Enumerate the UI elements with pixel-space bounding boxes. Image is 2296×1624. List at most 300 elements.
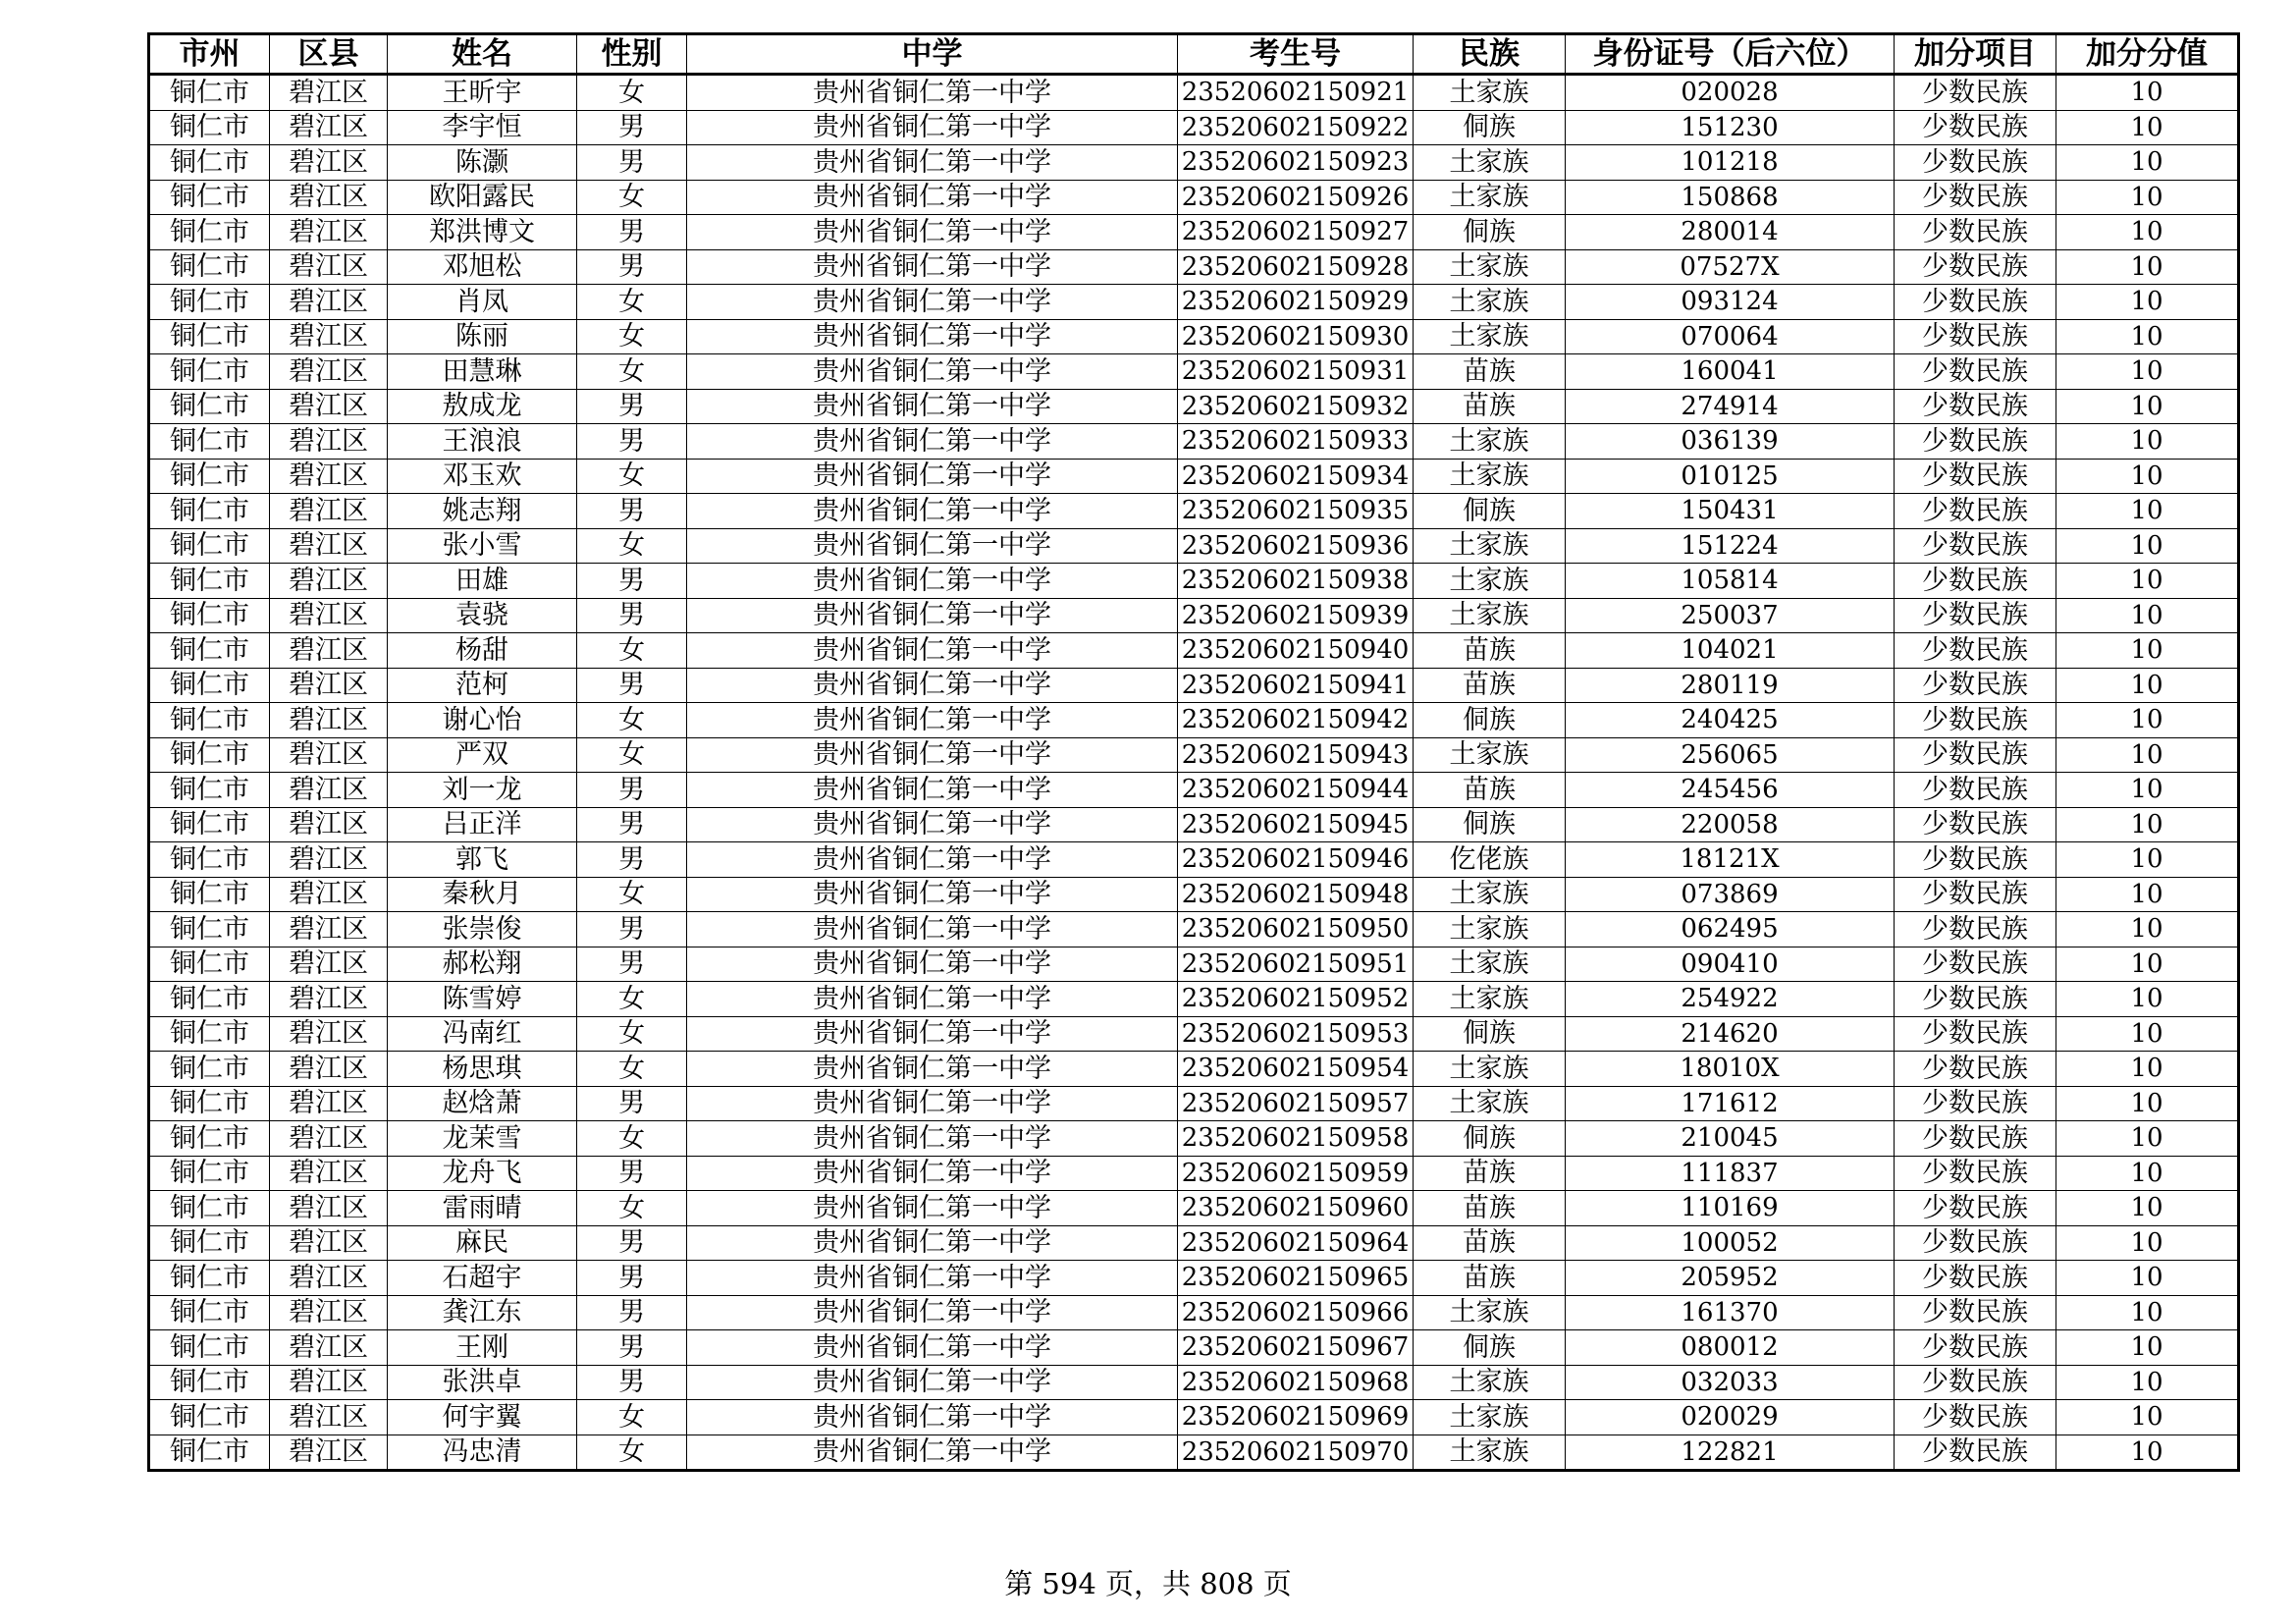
cell-district: 碧江区	[270, 737, 388, 773]
cell-gender: 女	[577, 1435, 687, 1471]
cell-name: 龙茉雪	[388, 1121, 577, 1157]
cell-ethnicity: 土家族	[1414, 947, 1566, 982]
table-row	[149, 389, 2239, 424]
cell-id-last-six: 214620	[1566, 1016, 1895, 1052]
cell-bonus-points: 10	[2056, 1295, 2239, 1330]
cell-name: 肖凤	[388, 285, 577, 320]
cell-district: 碧江区	[270, 180, 388, 215]
cell-school: 贵州省铜仁第一中学	[687, 285, 1178, 320]
cell-bonus-item: 少数民族	[1895, 1086, 2056, 1121]
cell-id-last-six: 062495	[1566, 912, 1895, 947]
cell-id-last-six: 210045	[1566, 1121, 1895, 1157]
table-row	[149, 633, 2239, 669]
cell-school: 贵州省铜仁第一中学	[687, 1191, 1178, 1226]
cell-bonus-item: 少数民族	[1895, 947, 2056, 982]
cell-ethnicity: 土家族	[1414, 598, 1566, 633]
cell-name: 郑洪博文	[388, 215, 577, 250]
cell-city: 铜仁市	[149, 1225, 270, 1261]
cell-bonus-item: 少数民族	[1895, 1435, 2056, 1471]
cell-exam-number: 23520602150958	[1178, 1121, 1414, 1157]
cell-school: 贵州省铜仁第一中学	[687, 1225, 1178, 1261]
table-row	[149, 180, 2239, 215]
cell-exam-number: 23520602150934	[1178, 459, 1414, 494]
cell-bonus-points: 10	[2056, 319, 2239, 354]
cell-gender: 女	[577, 737, 687, 773]
cell-ethnicity: 苗族	[1414, 389, 1566, 424]
cell-city: 铜仁市	[149, 1295, 270, 1330]
table-row	[149, 494, 2239, 529]
cell-name: 冯南红	[388, 1016, 577, 1052]
cell-city: 铜仁市	[149, 354, 270, 390]
cell-exam-number: 23520602150969	[1178, 1400, 1414, 1435]
cell-bonus-points: 10	[2056, 1052, 2239, 1087]
cell-bonus-points: 10	[2056, 249, 2239, 285]
cell-bonus-points: 10	[2056, 75, 2239, 111]
table-row	[149, 354, 2239, 390]
cell-exam-number: 23520602150942	[1178, 703, 1414, 738]
cell-name: 王昕宇	[388, 75, 577, 111]
cell-exam-number: 23520602150970	[1178, 1435, 1414, 1471]
cell-gender: 女	[577, 75, 687, 111]
cell-gender: 男	[577, 1330, 687, 1366]
cell-exam-number: 23520602150932	[1178, 389, 1414, 424]
cell-city: 铜仁市	[149, 598, 270, 633]
cell-city: 铜仁市	[149, 1052, 270, 1087]
cell-name: 麻民	[388, 1225, 577, 1261]
cell-ethnicity: 苗族	[1414, 1225, 1566, 1261]
cell-gender: 男	[577, 1156, 687, 1191]
cell-school: 贵州省铜仁第一中学	[687, 564, 1178, 599]
cell-ethnicity: 侗族	[1414, 703, 1566, 738]
cell-bonus-points: 10	[2056, 877, 2239, 912]
table-row	[149, 110, 2239, 145]
cell-name: 王刚	[388, 1330, 577, 1366]
cell-city: 铜仁市	[149, 668, 270, 703]
cell-bonus-points: 10	[2056, 1435, 2239, 1471]
cell-ethnicity: 侗族	[1414, 494, 1566, 529]
cell-id-last-six: 171612	[1566, 1086, 1895, 1121]
cell-id-last-six: 032033	[1566, 1365, 1895, 1400]
cell-id-last-six: 07527X	[1566, 249, 1895, 285]
cell-bonus-points: 10	[2056, 459, 2239, 494]
cell-bonus-item: 少数民族	[1895, 459, 2056, 494]
cell-exam-number: 23520602150965	[1178, 1261, 1414, 1296]
cell-id-last-six: 151230	[1566, 110, 1895, 145]
cell-bonus-item: 少数民族	[1895, 145, 2056, 181]
cell-ethnicity: 土家族	[1414, 459, 1566, 494]
table-row	[149, 1191, 2239, 1226]
cell-school: 贵州省铜仁第一中学	[687, 1086, 1178, 1121]
cell-name: 吕正洋	[388, 807, 577, 842]
table-row	[149, 1261, 2239, 1296]
cell-exam-number: 23520602150954	[1178, 1052, 1414, 1087]
cell-exam-number: 23520602150929	[1178, 285, 1414, 320]
cell-ethnicity: 土家族	[1414, 1400, 1566, 1435]
cell-gender: 男	[577, 598, 687, 633]
cell-ethnicity: 苗族	[1414, 773, 1566, 808]
cell-gender: 女	[577, 285, 687, 320]
cell-name: 李宇恒	[388, 110, 577, 145]
cell-bonus-points: 10	[2056, 982, 2239, 1017]
cell-bonus-item: 少数民族	[1895, 494, 2056, 529]
cell-bonus-item: 少数民族	[1895, 180, 2056, 215]
cell-district: 碧江区	[270, 285, 388, 320]
cell-bonus-points: 10	[2056, 145, 2239, 181]
cell-id-last-six: 274914	[1566, 389, 1895, 424]
cell-bonus-item: 少数民族	[1895, 912, 2056, 947]
cell-school: 贵州省铜仁第一中学	[687, 1330, 1178, 1366]
cell-district: 碧江区	[270, 1086, 388, 1121]
cell-ethnicity: 土家族	[1414, 285, 1566, 320]
cell-gender: 男	[577, 110, 687, 145]
cell-id-last-six: 093124	[1566, 285, 1895, 320]
cell-city: 铜仁市	[149, 459, 270, 494]
cell-gender: 女	[577, 982, 687, 1017]
cell-bonus-item: 少数民族	[1895, 982, 2056, 1017]
cell-id-last-six: 080012	[1566, 1330, 1895, 1366]
cell-ethnicity: 苗族	[1414, 1191, 1566, 1226]
cell-name: 邓玉欢	[388, 459, 577, 494]
cell-city: 铜仁市	[149, 982, 270, 1017]
cell-ethnicity: 侗族	[1414, 807, 1566, 842]
cell-city: 铜仁市	[149, 285, 270, 320]
cell-id-last-six: 151224	[1566, 528, 1895, 564]
cell-city: 铜仁市	[149, 564, 270, 599]
header-id-last-six: 身份证号（后六位）	[1566, 34, 1895, 75]
cell-ethnicity: 土家族	[1414, 912, 1566, 947]
cell-gender: 男	[577, 389, 687, 424]
cell-name: 杨甜	[388, 633, 577, 669]
cell-district: 碧江区	[270, 807, 388, 842]
table-row	[149, 807, 2239, 842]
cell-school: 贵州省铜仁第一中学	[687, 703, 1178, 738]
cell-district: 碧江区	[270, 1121, 388, 1157]
cell-name: 范柯	[388, 668, 577, 703]
cell-ethnicity: 苗族	[1414, 1261, 1566, 1296]
cell-district: 碧江区	[270, 354, 388, 390]
cell-bonus-item: 少数民族	[1895, 1052, 2056, 1087]
cell-id-last-six: 105814	[1566, 564, 1895, 599]
table-row	[149, 424, 2239, 460]
cell-city: 铜仁市	[149, 1261, 270, 1296]
cell-city: 铜仁市	[149, 145, 270, 181]
cell-bonus-points: 10	[2056, 285, 2239, 320]
cell-ethnicity: 土家族	[1414, 1365, 1566, 1400]
cell-exam-number: 23520602150941	[1178, 668, 1414, 703]
cell-city: 铜仁市	[149, 424, 270, 460]
cell-exam-number: 23520602150959	[1178, 1156, 1414, 1191]
cell-city: 铜仁市	[149, 215, 270, 250]
cell-ethnicity: 侗族	[1414, 1121, 1566, 1157]
cell-bonus-item: 少数民族	[1895, 1156, 2056, 1191]
cell-gender: 男	[577, 1225, 687, 1261]
cell-school: 贵州省铜仁第一中学	[687, 877, 1178, 912]
cell-gender: 女	[577, 180, 687, 215]
cell-district: 碧江区	[270, 1330, 388, 1366]
cell-gender: 男	[577, 842, 687, 878]
cell-bonus-item: 少数民族	[1895, 1365, 2056, 1400]
cell-name: 石超宇	[388, 1261, 577, 1296]
cell-ethnicity: 侗族	[1414, 215, 1566, 250]
cell-gender: 男	[577, 1295, 687, 1330]
cell-gender: 女	[577, 319, 687, 354]
cell-name: 陈灏	[388, 145, 577, 181]
cell-bonus-points: 10	[2056, 1225, 2239, 1261]
cell-school: 贵州省铜仁第一中学	[687, 1261, 1178, 1296]
cell-city: 铜仁市	[149, 75, 270, 111]
cell-district: 碧江区	[270, 249, 388, 285]
cell-ethnicity: 土家族	[1414, 424, 1566, 460]
cell-school: 贵州省铜仁第一中学	[687, 807, 1178, 842]
cell-id-last-six: 205952	[1566, 1261, 1895, 1296]
cell-exam-number: 23520602150933	[1178, 424, 1414, 460]
cell-gender: 男	[577, 947, 687, 982]
cell-bonus-points: 10	[2056, 528, 2239, 564]
cell-school: 贵州省铜仁第一中学	[687, 424, 1178, 460]
cell-bonus-points: 10	[2056, 1365, 2239, 1400]
cell-city: 铜仁市	[149, 633, 270, 669]
cell-district: 碧江区	[270, 494, 388, 529]
cell-bonus-item: 少数民族	[1895, 249, 2056, 285]
cell-school: 贵州省铜仁第一中学	[687, 319, 1178, 354]
header-bonus-item: 加分项目	[1895, 34, 2056, 75]
cell-district: 碧江区	[270, 319, 388, 354]
cell-exam-number: 23520602150939	[1178, 598, 1414, 633]
cell-gender: 女	[577, 703, 687, 738]
cell-ethnicity: 苗族	[1414, 633, 1566, 669]
cell-city: 铜仁市	[149, 1435, 270, 1471]
cell-exam-number: 23520602150953	[1178, 1016, 1414, 1052]
cell-name: 张崇俊	[388, 912, 577, 947]
cell-bonus-item: 少数民族	[1895, 1121, 2056, 1157]
cell-ethnicity: 苗族	[1414, 1156, 1566, 1191]
cell-district: 碧江区	[270, 110, 388, 145]
cell-bonus-item: 少数民族	[1895, 668, 2056, 703]
cell-name: 敖成龙	[388, 389, 577, 424]
cell-exam-number: 23520602150957	[1178, 1086, 1414, 1121]
table-body	[149, 75, 2239, 1471]
cell-name: 邓旭松	[388, 249, 577, 285]
cell-name: 郝松翔	[388, 947, 577, 982]
table-row	[149, 982, 2239, 1017]
cell-ethnicity: 土家族	[1414, 1295, 1566, 1330]
cell-ethnicity: 侗族	[1414, 1016, 1566, 1052]
cell-bonus-item: 少数民族	[1895, 1225, 2056, 1261]
cell-name: 杨思琪	[388, 1052, 577, 1087]
table-row	[149, 1052, 2239, 1087]
cell-exam-number: 23520602150950	[1178, 912, 1414, 947]
cell-city: 铜仁市	[149, 1330, 270, 1366]
cell-id-last-six: 111837	[1566, 1156, 1895, 1191]
cell-ethnicity: 侗族	[1414, 110, 1566, 145]
cell-city: 铜仁市	[149, 807, 270, 842]
cell-id-last-six: 020029	[1566, 1400, 1895, 1435]
table-row	[149, 1156, 2239, 1191]
cell-gender: 男	[577, 668, 687, 703]
cell-city: 铜仁市	[149, 110, 270, 145]
cell-exam-number: 23520602150952	[1178, 982, 1414, 1017]
cell-city: 铜仁市	[149, 1086, 270, 1121]
table-row	[149, 285, 2239, 320]
cell-id-last-six: 245456	[1566, 773, 1895, 808]
cell-ethnicity: 土家族	[1414, 564, 1566, 599]
cell-id-last-six: 150431	[1566, 494, 1895, 529]
cell-bonus-item: 少数民族	[1895, 424, 2056, 460]
cell-bonus-points: 10	[2056, 180, 2239, 215]
cell-bonus-points: 10	[2056, 668, 2239, 703]
cell-district: 碧江区	[270, 842, 388, 878]
cell-bonus-item: 少数民族	[1895, 703, 2056, 738]
header-district: 区县	[270, 34, 388, 75]
cell-id-last-six: 240425	[1566, 703, 1895, 738]
cell-district: 碧江区	[270, 877, 388, 912]
cell-district: 碧江区	[270, 1052, 388, 1087]
cell-exam-number: 23520602150946	[1178, 842, 1414, 878]
cell-bonus-item: 少数民族	[1895, 1330, 2056, 1366]
cell-school: 贵州省铜仁第一中学	[687, 528, 1178, 564]
cell-bonus-points: 10	[2056, 703, 2239, 738]
cell-school: 贵州省铜仁第一中学	[687, 1156, 1178, 1191]
cell-school: 贵州省铜仁第一中学	[687, 1121, 1178, 1157]
cell-district: 碧江区	[270, 773, 388, 808]
cell-district: 碧江区	[270, 1295, 388, 1330]
cell-id-last-six: 073869	[1566, 877, 1895, 912]
cell-gender: 男	[577, 249, 687, 285]
cell-gender: 女	[577, 354, 687, 390]
cell-school: 贵州省铜仁第一中学	[687, 145, 1178, 181]
cell-bonus-item: 少数民族	[1895, 285, 2056, 320]
cell-school: 贵州省铜仁第一中学	[687, 215, 1178, 250]
cell-exam-number: 23520602150964	[1178, 1225, 1414, 1261]
cell-exam-number: 23520602150960	[1178, 1191, 1414, 1226]
cell-district: 碧江区	[270, 598, 388, 633]
cell-name: 冯忠清	[388, 1435, 577, 1471]
table-row	[149, 1330, 2239, 1366]
cell-district: 碧江区	[270, 1225, 388, 1261]
cell-bonus-item: 少数民族	[1895, 737, 2056, 773]
cell-bonus-points: 10	[2056, 1330, 2239, 1366]
cell-bonus-item: 少数民族	[1895, 598, 2056, 633]
table-row	[149, 1365, 2239, 1400]
cell-exam-number: 23520602150968	[1178, 1365, 1414, 1400]
cell-district: 碧江区	[270, 564, 388, 599]
cell-id-last-six: 18010X	[1566, 1052, 1895, 1087]
cell-exam-number: 23520602150948	[1178, 877, 1414, 912]
cell-gender: 男	[577, 215, 687, 250]
cell-exam-number: 23520602150922	[1178, 110, 1414, 145]
header-name: 姓名	[388, 34, 577, 75]
cell-district: 碧江区	[270, 1435, 388, 1471]
cell-bonus-item: 少数民族	[1895, 319, 2056, 354]
cell-ethnicity: 土家族	[1414, 249, 1566, 285]
cell-city: 铜仁市	[149, 1365, 270, 1400]
cell-bonus-points: 10	[2056, 1086, 2239, 1121]
cell-id-last-six: 150868	[1566, 180, 1895, 215]
cell-district: 碧江区	[270, 1156, 388, 1191]
cell-bonus-item: 少数民族	[1895, 842, 2056, 878]
cell-exam-number: 23520602150944	[1178, 773, 1414, 808]
cell-gender: 男	[577, 807, 687, 842]
cell-school: 贵州省铜仁第一中学	[687, 737, 1178, 773]
table-row	[149, 528, 2239, 564]
cell-city: 铜仁市	[149, 1191, 270, 1226]
table-row	[149, 564, 2239, 599]
table-row	[149, 319, 2239, 354]
table-row	[149, 1016, 2239, 1052]
cell-gender: 女	[577, 1191, 687, 1226]
cell-exam-number: 23520602150943	[1178, 737, 1414, 773]
cell-school: 贵州省铜仁第一中学	[687, 668, 1178, 703]
table-row	[149, 215, 2239, 250]
cell-gender: 女	[577, 633, 687, 669]
cell-district: 碧江区	[270, 459, 388, 494]
header-ethnicity: 民族	[1414, 34, 1566, 75]
cell-bonus-item: 少数民族	[1895, 215, 2056, 250]
cell-id-last-six: 101218	[1566, 145, 1895, 181]
cell-bonus-points: 10	[2056, 424, 2239, 460]
cell-gender: 男	[577, 773, 687, 808]
cell-district: 碧江区	[270, 1016, 388, 1052]
cell-id-last-six: 254922	[1566, 982, 1895, 1017]
cell-ethnicity: 苗族	[1414, 668, 1566, 703]
cell-district: 碧江区	[270, 215, 388, 250]
cell-bonus-points: 10	[2056, 633, 2239, 669]
cell-exam-number: 23520602150938	[1178, 564, 1414, 599]
cell-bonus-item: 少数民族	[1895, 528, 2056, 564]
cell-district: 碧江区	[270, 389, 388, 424]
cell-name: 姚志翔	[388, 494, 577, 529]
cell-school: 贵州省铜仁第一中学	[687, 1016, 1178, 1052]
cell-school: 贵州省铜仁第一中学	[687, 110, 1178, 145]
cell-ethnicity: 土家族	[1414, 319, 1566, 354]
cell-district: 碧江区	[270, 982, 388, 1017]
table-row	[149, 1400, 2239, 1435]
header-gender: 性别	[577, 34, 687, 75]
cell-id-last-six: 220058	[1566, 807, 1895, 842]
cell-bonus-points: 10	[2056, 842, 2239, 878]
cell-id-last-six: 122821	[1566, 1435, 1895, 1471]
cell-id-last-six: 100052	[1566, 1225, 1895, 1261]
cell-district: 碧江区	[270, 1191, 388, 1226]
cell-exam-number: 23520602150926	[1178, 180, 1414, 215]
cell-exam-number: 23520602150967	[1178, 1330, 1414, 1366]
cell-name: 郭飞	[388, 842, 577, 878]
cell-school: 贵州省铜仁第一中学	[687, 982, 1178, 1017]
cell-ethnicity: 土家族	[1414, 877, 1566, 912]
cell-school: 贵州省铜仁第一中学	[687, 633, 1178, 669]
cell-school: 贵州省铜仁第一中学	[687, 494, 1178, 529]
cell-id-last-six: 161370	[1566, 1295, 1895, 1330]
cell-id-last-six: 250037	[1566, 598, 1895, 633]
cell-bonus-item: 少数民族	[1895, 564, 2056, 599]
table-row	[149, 75, 2239, 111]
cell-district: 碧江区	[270, 75, 388, 111]
header-exam-number: 考生号	[1178, 34, 1414, 75]
cell-exam-number: 23520602150936	[1178, 528, 1414, 564]
cell-id-last-six: 010125	[1566, 459, 1895, 494]
table-row	[149, 1295, 2239, 1330]
cell-id-last-six: 036139	[1566, 424, 1895, 460]
cell-name: 严双	[388, 737, 577, 773]
cell-bonus-item: 少数民族	[1895, 110, 2056, 145]
cell-district: 碧江区	[270, 633, 388, 669]
cell-gender: 女	[577, 1016, 687, 1052]
cell-ethnicity: 侗族	[1414, 1330, 1566, 1366]
cell-district: 碧江区	[270, 424, 388, 460]
cell-bonus-item: 少数民族	[1895, 1400, 2056, 1435]
cell-exam-number: 23520602150931	[1178, 354, 1414, 390]
cell-bonus-points: 10	[2056, 1016, 2239, 1052]
